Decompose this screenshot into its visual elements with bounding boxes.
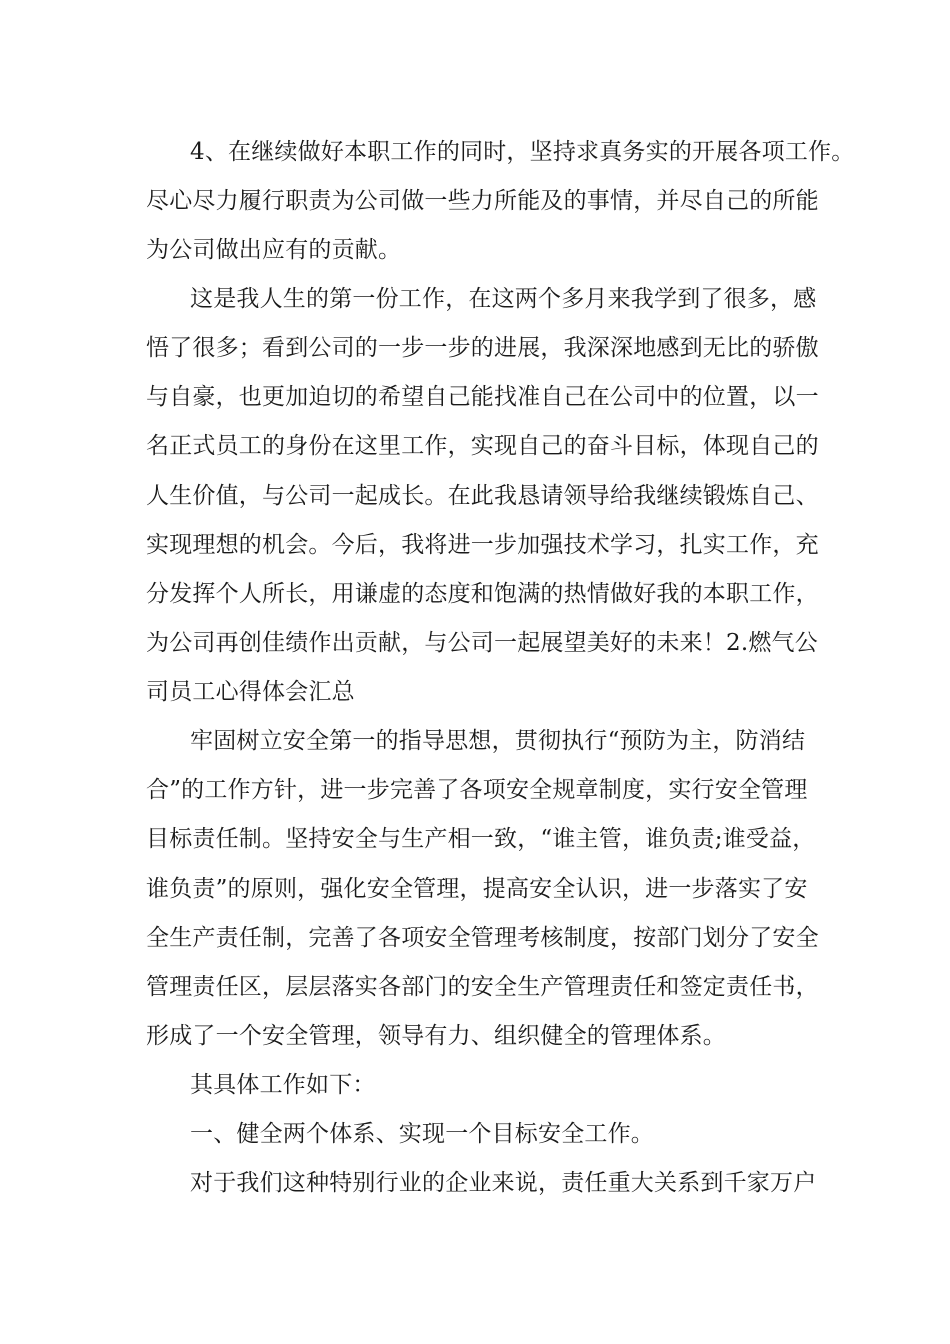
text-line: 一、健全两个体系、实现一个目标安全工作。: [190, 1121, 654, 1147]
text-line: 分发挥个人所长，用谦虚的态度和饱满的热情做好我的本职工作，: [146, 581, 819, 607]
text-line: 形成了一个安全管理，领导有力、组织健全的管理体系。: [146, 1023, 726, 1049]
text-line: 悟了很多；看到公司的一步一步的进展，我深深地感到无比的骄傲: [146, 335, 819, 361]
text-line: 司员工心得体会汇总: [146, 679, 355, 705]
text-line: 为公司再创佳绩作出贡献，与公司一起展望美好的未来！2.燃气公: [146, 630, 818, 656]
text-line: 人生价值，与公司一起成长。在此我恳请领导给我继续锻炼自己、: [146, 483, 819, 509]
text-line: 为公司做出应有的贡献。: [146, 237, 402, 263]
text-line: 这是我人生的第一份工作，在这两个多月来我学到了很多，感: [190, 286, 817, 312]
text-line: 名正式员工的身份在这里工作，实现自己的奋斗目标，体现自己的: [146, 433, 819, 459]
text-line: 对于我们这种特别行业的企业来说，责任重大关系到千家万户: [190, 1170, 817, 1196]
text-line: 其具体工作如下：: [190, 1072, 376, 1098]
text-line: 目标责任制。坚持安全与生产相一致，“谁主管，谁负责;谁受益，: [146, 826, 816, 852]
text-line: 全生产责任制，完善了各项安全管理考核制度，按部门划分了安全: [146, 925, 819, 951]
text-line: 4、在继续做好本职工作的同时，坚持求真务实的开展各项工作。: [190, 139, 855, 165]
text-line: 合”的工作方针，进一步完善了各项安全规章制度，实行安全管理: [146, 777, 808, 803]
text-line: 尽心尽力履行职责为公司做一些力所能及的事情，并尽自己的所能: [146, 188, 819, 214]
text-line: 管理责任区，层层落实各部门的安全生产管理责任和签定责任书，: [146, 974, 819, 1000]
text-line: 与自豪，也更加迫切的希望自己能找准自己在公司中的位置，以一: [146, 384, 819, 410]
text-line: 牢固树立安全第一的指导思想，贯彻执行“预防为主，防消结: [190, 728, 806, 754]
text-line: 谁负责”的原则，强化安全管理，提高安全认识，进一步落实了安: [146, 876, 808, 902]
text-line: 实现理想的机会。今后，我将进一步加强技术学习，扎实工作，充: [146, 532, 819, 558]
